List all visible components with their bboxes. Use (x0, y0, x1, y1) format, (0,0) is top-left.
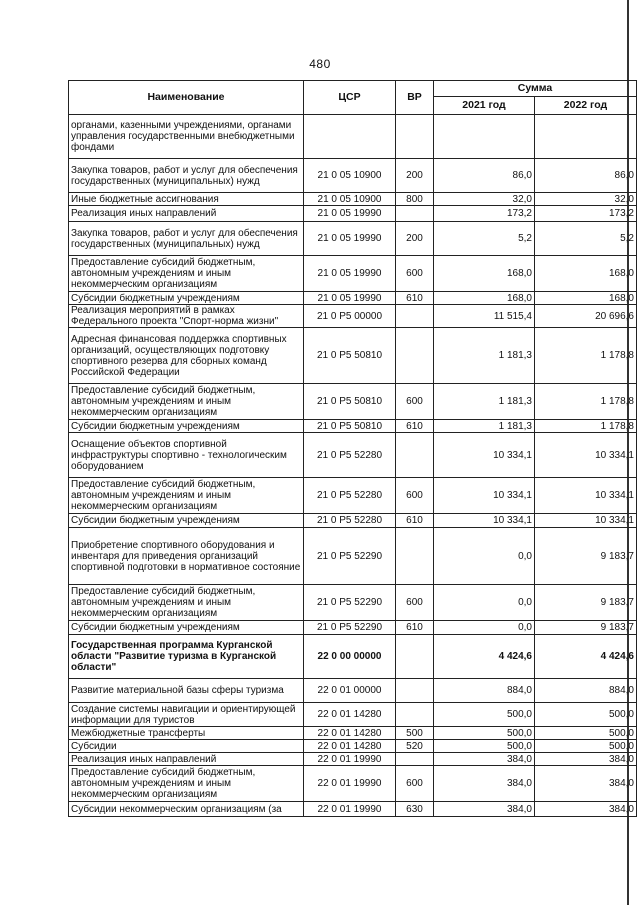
row-vr (396, 635, 434, 679)
row-vr: 600 (396, 256, 434, 292)
table-row (69, 292, 637, 305)
row-sum-2021: 384,0 (434, 753, 535, 766)
row-code: 21 0 P5 50810 (304, 328, 396, 384)
header-year-2022: 2022 год (535, 97, 637, 115)
row-code: 21 0 05 19990 (304, 206, 396, 222)
table-row (69, 384, 637, 420)
row-code: 21 0 05 10900 (304, 193, 396, 206)
table-row (69, 256, 637, 292)
row-sum-2021: 168,0 (434, 292, 535, 305)
row-name: Создание системы навигации и ориентирующей информации для туристов (69, 703, 304, 727)
row-vr: 600 (396, 585, 434, 621)
row-name: Государственная программа Курганской области "Развитие туризма в Курганской области" (69, 635, 304, 679)
row-code: 21 0 P5 52290 (304, 621, 396, 635)
row-name: органами, казенными учреждениями, органами управления государственными внебюджетными фондами (69, 115, 304, 159)
row-sum-2022: 10 334,1 (535, 478, 637, 514)
budget-table (68, 80, 637, 817)
table-row (69, 766, 637, 802)
table-row (69, 621, 637, 635)
table-row (69, 420, 637, 433)
table-row (69, 514, 637, 528)
page-number: 480 (309, 57, 331, 71)
row-vr (396, 528, 434, 585)
row-vr (396, 703, 434, 727)
row-sum-2021: 0,0 (434, 585, 535, 621)
table-row (69, 635, 637, 679)
row-code: 21 0 05 19990 (304, 222, 396, 256)
row-name: Субсидии бюджетным учреждениям (69, 292, 304, 305)
row-sum-2022: 9 183,7 (535, 528, 637, 585)
row-code: 22 0 01 19990 (304, 753, 396, 766)
row-name: Субсидии бюджетным учреждениям (69, 514, 304, 528)
table-row (69, 193, 637, 206)
row-sum-2022: 9 183,7 (535, 585, 637, 621)
table-row (69, 740, 637, 753)
row-name: Развитие материальной базы сферы туризма (69, 679, 304, 703)
row-sum-2022: 168,0 (535, 256, 637, 292)
row-code: 22 0 01 00000 (304, 679, 396, 703)
row-vr: 630 (396, 802, 434, 817)
header-year-2021: 2021 год (434, 97, 535, 115)
row-vr: 600 (396, 478, 434, 514)
row-name: Реализация мероприятий в рамках Федерального проекта "Спорт-норма жизни" (69, 305, 304, 328)
row-sum-2022: 20 696,6 (535, 305, 637, 328)
table-row (69, 328, 637, 384)
row-name: Реализация иных направлений (69, 753, 304, 766)
row-code: 22 0 01 14280 (304, 740, 396, 753)
row-sum-2022: 10 334,1 (535, 433, 637, 478)
row-code: 21 0 05 10900 (304, 159, 396, 193)
row-sum-2021 (434, 115, 535, 159)
table-row (69, 478, 637, 514)
row-sum-2021: 173,2 (434, 206, 535, 222)
row-sum-2022: 384,0 (535, 802, 637, 817)
row-sum-2022: 500,0 (535, 703, 637, 727)
row-sum-2022: 4 424,6 (535, 635, 637, 679)
row-name: Субсидии (69, 740, 304, 753)
row-vr (396, 328, 434, 384)
row-vr: 610 (396, 420, 434, 433)
row-code: 22 0 01 14280 (304, 727, 396, 740)
row-code: 22 0 01 19990 (304, 766, 396, 802)
row-code: 21 0 P5 52280 (304, 478, 396, 514)
row-sum-2022: 173,2 (535, 206, 637, 222)
table-row (69, 115, 637, 159)
row-vr: 500 (396, 727, 434, 740)
row-sum-2021: 500,0 (434, 703, 535, 727)
row-sum-2021: 384,0 (434, 802, 535, 817)
row-sum-2022: 10 334,1 (535, 514, 637, 528)
row-sum-2021: 1 181,3 (434, 384, 535, 420)
row-sum-2021: 1 181,3 (434, 420, 535, 433)
row-name: Иные бюджетные ассигнования (69, 193, 304, 206)
row-code: 21 0 P5 50810 (304, 420, 396, 433)
row-name: Субсидии бюджетным учреждениям (69, 420, 304, 433)
row-sum-2021: 500,0 (434, 727, 535, 740)
row-sum-2021: 500,0 (434, 740, 535, 753)
row-sum-2022: 168,0 (535, 292, 637, 305)
row-code: 21 0 P5 52290 (304, 528, 396, 585)
row-vr: 610 (396, 514, 434, 528)
row-code: 21 0 P5 52280 (304, 433, 396, 478)
table-row (69, 585, 637, 621)
row-name: Предоставление субсидий бюджетным, автономным учреждениям и иным некоммерческим организациям (69, 585, 304, 621)
row-vr (396, 305, 434, 328)
row-sum-2021: 10 334,1 (434, 433, 535, 478)
row-vr: 600 (396, 766, 434, 802)
row-vr (396, 115, 434, 159)
row-sum-2022: 500,0 (535, 740, 637, 753)
row-sum-2021: 11 515,4 (434, 305, 535, 328)
row-code: 22 0 00 00000 (304, 635, 396, 679)
table-row (69, 679, 637, 703)
row-sum-2021: 4 424,6 (434, 635, 535, 679)
row-name: Предоставление субсидий бюджетным, автономным учреждениям и иным некоммерческим организациям (69, 766, 304, 802)
header-code: ЦСР (304, 81, 396, 115)
row-sum-2022: 884,0 (535, 679, 637, 703)
row-code: 21 0 05 19990 (304, 292, 396, 305)
row-sum-2021: 32,0 (434, 193, 535, 206)
row-sum-2021: 5,2 (434, 222, 535, 256)
row-name: Предоставление субсидий бюджетным, автономным учреждениям и иным некоммерческим организациям (69, 384, 304, 420)
row-name: Закупка товаров, работ и услуг для обеспечения государственных (муниципальных) нужд (69, 159, 304, 193)
row-sum-2021: 10 334,1 (434, 514, 535, 528)
row-name: Межбюджетные трансферты (69, 727, 304, 740)
row-name: Оснащение объектов спортивной инфраструктуры спортивно - технологическим оборудованием (69, 433, 304, 478)
row-sum-2022 (535, 115, 637, 159)
row-name: Субсидии бюджетным учреждениям (69, 621, 304, 635)
row-sum-2022: 5,2 (535, 222, 637, 256)
table-row (69, 727, 637, 740)
header-sum: Сумма (434, 81, 637, 97)
row-name: Адресная финансовая поддержка спортивных организаций, осуществляющих подготовку спортивного резерва для сборных команд Российской Федерации (69, 328, 304, 384)
row-vr (396, 433, 434, 478)
row-sum-2022: 1 178,8 (535, 384, 637, 420)
row-code: 22 0 01 19990 (304, 802, 396, 817)
row-vr: 200 (396, 159, 434, 193)
table-row (69, 433, 637, 478)
row-name: Реализация иных направлений (69, 206, 304, 222)
row-code: 21 0 P5 52280 (304, 514, 396, 528)
row-code: 21 0 P5 00000 (304, 305, 396, 328)
row-sum-2022: 500,0 (535, 727, 637, 740)
row-sum-2022: 1 178,8 (535, 420, 637, 433)
row-sum-2022: 384,0 (535, 753, 637, 766)
table-row (69, 305, 637, 328)
row-vr: 600 (396, 384, 434, 420)
row-sum-2022: 1 178,8 (535, 328, 637, 384)
table-row (69, 802, 637, 817)
row-name: Субсидии некоммерческим организациям (за (69, 802, 304, 817)
header-name: Наименование (69, 81, 304, 115)
row-sum-2021: 384,0 (434, 766, 535, 802)
row-vr: 610 (396, 621, 434, 635)
row-vr (396, 679, 434, 703)
row-sum-2021: 0,0 (434, 621, 535, 635)
row-sum-2021: 10 334,1 (434, 478, 535, 514)
row-sum-2021: 86,0 (434, 159, 535, 193)
table-row (69, 753, 637, 766)
row-vr: 800 (396, 193, 434, 206)
row-sum-2022: 9 183,7 (535, 621, 637, 635)
table-row (69, 528, 637, 585)
row-sum-2022: 32,0 (535, 193, 637, 206)
row-code: 21 0 P5 50810 (304, 384, 396, 420)
row-vr (396, 753, 434, 766)
table-row (69, 159, 637, 193)
table-row (69, 222, 637, 256)
row-name: Приобретение спортивного оборудования и инвентаря для приведения организаций спортивной подготовки в нормативное состояние (69, 528, 304, 585)
row-sum-2022: 86,0 (535, 159, 637, 193)
row-vr: 610 (396, 292, 434, 305)
row-name: Закупка товаров, работ и услуг для обеспечения государственных (муниципальных) нужд (69, 222, 304, 256)
row-name: Предоставление субсидий бюджетным, автономным учреждениям и иным некоммерческим организациям (69, 478, 304, 514)
row-sum-2021: 1 181,3 (434, 328, 535, 384)
row-sum-2021: 0,0 (434, 528, 535, 585)
row-vr (396, 206, 434, 222)
row-vr: 200 (396, 222, 434, 256)
row-code: 21 0 05 19990 (304, 256, 396, 292)
row-code (304, 115, 396, 159)
row-sum-2021: 884,0 (434, 679, 535, 703)
row-name: Предоставление субсидий бюджетным, автономным учреждениям и иным некоммерческим организациям (69, 256, 304, 292)
row-sum-2022: 384,0 (535, 766, 637, 802)
row-vr: 520 (396, 740, 434, 753)
table-row (69, 206, 637, 222)
row-sum-2021: 168,0 (434, 256, 535, 292)
header-vr: ВР (396, 81, 434, 115)
row-code: 22 0 01 14280 (304, 703, 396, 727)
row-code: 21 0 P5 52290 (304, 585, 396, 621)
table-row (69, 703, 637, 727)
